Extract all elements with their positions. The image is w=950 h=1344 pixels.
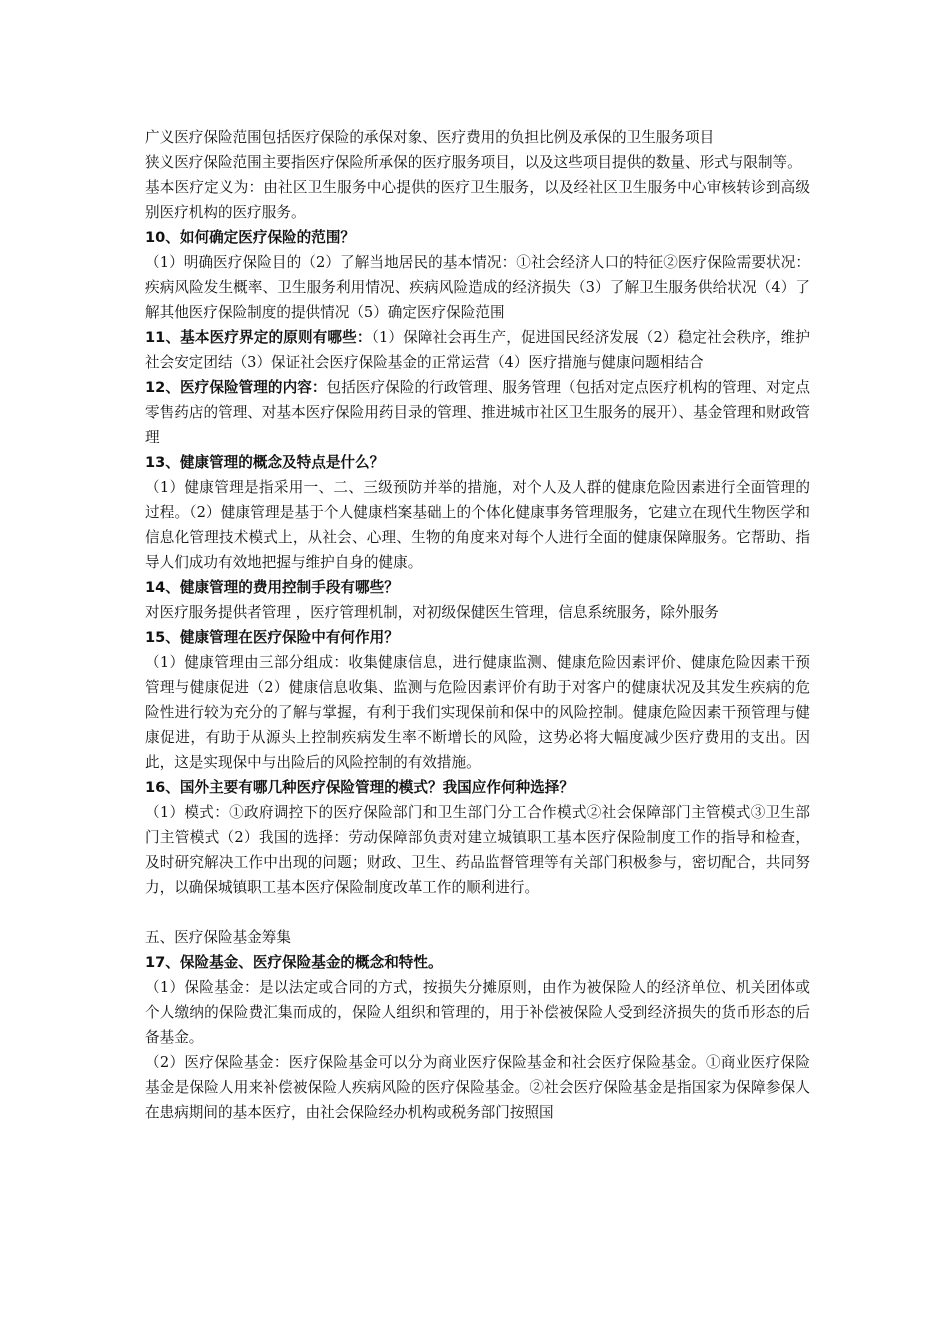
blank-line: [145, 900, 810, 925]
question-13: 13、健康管理的概念及特点是什么？: [145, 454, 385, 471]
answer-11: （1）保障社会再生产，促进国民经济发展（2）稳定社会秩序，维护社会安定团结（3）保证社会医疗保险基金的正常运营（4）医疗措施与健康问题相结合: [145, 329, 811, 371]
question-11: 11、基本医疗界定的原则有哪些：: [145, 329, 372, 346]
answer-10: （1）明确医疗保险目的（2）了解当地居民的基本情况：①社会经济人口的特征②医疗保险需要状况：疾病风险发生概率、卫生服务利用情况、疾病风险造成的经济损失（3）了解卫生服务供给状况（4）了解其他医疗保险制度的提供情况（5）确定医疗保险范围: [145, 254, 810, 321]
question-12: 12、医疗保险管理的内容：: [145, 379, 327, 396]
question-17: 17、保险基金、医疗保险基金的概念和特性。: [145, 954, 443, 971]
answer-14: 对医疗服务提供者管理 ，医疗管理机制，对初级保健医生管理，信息系统服务，除外服务: [145, 604, 719, 621]
question-15: 15、健康管理在医疗保险中有何作用？: [145, 629, 399, 646]
paragraph-broad-scope: 广义医疗保险范围包括医疗保险的承保对象、医疗费用的负担比例及承保的卫生服务项目: [145, 129, 715, 146]
answer-12: 包括医疗保险的行政管理、服务管理（包括对定点医疗机构的管理、对定点零售药店的管理、对基本医疗保险用药目录的管理、推进城市社区卫生服务的展开）、基金管理和财政管理: [145, 379, 810, 446]
question-answer-12: [145, 375, 810, 450]
answer-17-part-1: （1）保险基金：是以法定或合同的方式，按损失分摊原则，由作为被保险人的经济单位、机关团体或个人缴纳的保险费汇集而成的，保险人组织和管理的，用于补偿被保险人受到经济损失的货币形态的后备基金。: [145, 979, 810, 1046]
section-heading-5: 五、医疗保险基金筹集: [145, 929, 291, 946]
question-16: 16、国外主要有哪几种医疗保险管理的模式？我国应作何种选择？: [145, 779, 574, 796]
document-page: [145, 125, 810, 1125]
answer-17-part-2: （2）医疗保险基金：医疗保险基金可以分为商业医疗保险基金和社会医疗保险基金。①商业医疗保险基金是保险人用来补偿被保险人疾病风险的医疗保险基金。②社会医疗保险基金是指国家为保障参保人在患病期间的基本医疗，由社会保险经办机构或税务部门按照国: [145, 1054, 810, 1121]
paragraph-narrow-scope: 狭义医疗保险范围主要指医疗保险所承保的医疗服务项目，以及这些项目提供的数量、形式与限制等。: [145, 154, 802, 171]
question-10: 10、如何确定医疗保险的范围？: [145, 229, 356, 246]
question-14: 14、健康管理的费用控制手段有哪些？: [145, 579, 399, 596]
paragraph-basic-medical-definition: 基本医疗定义为：由社区卫生服务中心提供的医疗卫生服务，以及经社区卫生服务中心审核转诊到高级别医疗机构的医疗服务。: [145, 179, 810, 221]
answer-13: （1）健康管理是指采用一、二、三级预防并举的措施，对个人及人群的健康危险因素进行全面管理的过程。（2）健康管理是基于个人健康档案基础上的个体化健康事务管理服务，它建立在现代生物医学和信息化管理技术模式上，从社会、心理、生物的角度来对每个人进行全面的健康保障服务。它帮助、指导人们成功有效地把握与维护自身的健康。: [145, 479, 810, 571]
answer-15: （1）健康管理由三部分组成：收集健康信息，进行健康监测、健康危险因素评价、健康危险因素干预管理与健康促进（2）健康信息收集、监测与危险因素评价有助于对客户的健康状况及其发生疾病的危险性进行较为充分的了解与掌握，有利于我们实现保前和保中的风险控制。健康危险因素干预管理与健康促进，有助于从源头上控制疾病发生率不断增长的风险，这势必将大幅度减少医疗费用的支出。因此，这是实现保中与出险后的风险控制的有效措施。: [145, 654, 810, 771]
question-answer-11: [145, 325, 810, 375]
answer-16: （1）模式：①政府调控下的医疗保险部门和卫生部门分工合作模式②社会保障部门主管模式③卫生部门主管模式（2）我国的选择：劳动保障部负责对建立城镇职工基本医疗保险制度工作的指导和检查，及时研究解决工作中出现的问题；财政、卫生、药品监督管理等有关部门积极参与，密切配合，共同努力，以确保城镇职工基本医疗保险制度改革工作的顺利进行。: [145, 804, 810, 896]
